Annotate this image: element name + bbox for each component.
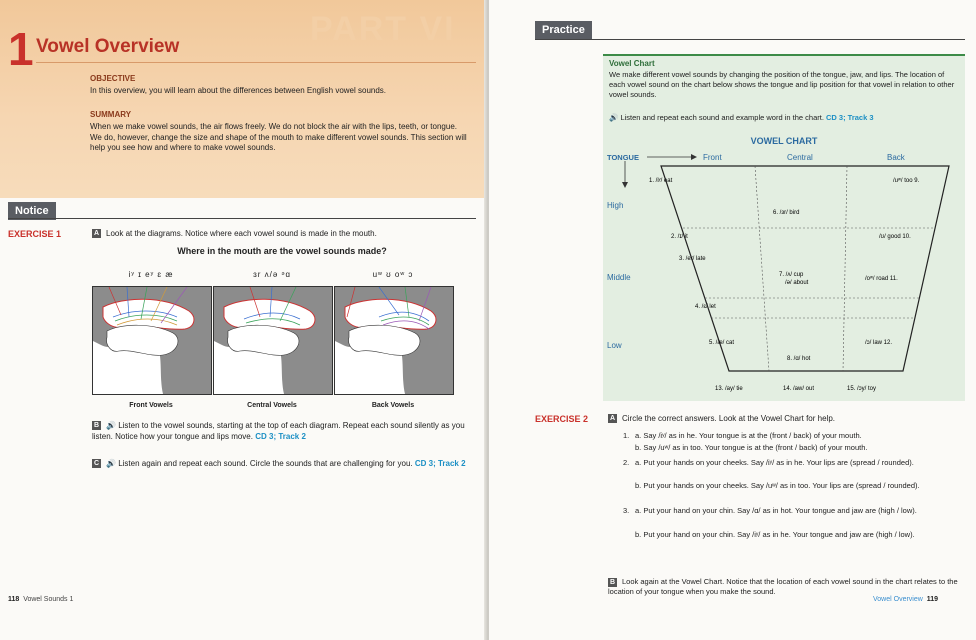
vowel-cell-10: /ʊ/ good 10. — [879, 234, 911, 240]
banner-ghost-text: PART VI — [310, 10, 456, 48]
exercise2-a-text: Circle the correct answers. Look at the Vowel Chart for help. — [622, 414, 835, 423]
exercise1-b-track: CD 3; Track 2 — [255, 431, 306, 441]
chapter-number: 1 — [8, 23, 34, 75]
listen-text: Listen and repeat each sound and example word in the chart. — [620, 113, 824, 122]
listen-track: CD 3; Track 3 — [826, 113, 874, 122]
vowel-cell-6: 6. /ɜr/ bird — [773, 210, 800, 216]
objective-text: In this overview, you will learn about the differences between English vowel sounds. — [90, 86, 387, 95]
vowel-cell-9: /uʷ/ too 9. — [893, 178, 920, 184]
exercise1-a-text: Look at the diagrams. Notice where each vowel sound is made in the mouth. — [106, 229, 377, 238]
vowel-cell-3: 3. /eʸ/ late — [679, 256, 706, 262]
left-footer — [8, 596, 73, 603]
back-vowels-diagram — [334, 270, 452, 400]
back-vowel-symbols: uʷ ʊ oʷ ɔ — [372, 270, 414, 279]
question-1b: b. Say /uʷ/ as in too. Your tongue is at the (front / back) of your mouth. — [635, 443, 868, 452]
part-a-badge: A — [609, 415, 616, 423]
central-vowels-label: Central Vowels — [247, 402, 297, 409]
vowel-cell-13: 13. /ay/ tie — [715, 386, 743, 392]
vowel-chart-panel — [603, 54, 965, 401]
vowel-cell-1: 1. /iʸ/ eat — [649, 178, 673, 184]
vowel-chart-title: VOWEL CHART — [750, 136, 818, 146]
mouth-illustration — [335, 287, 453, 394]
tongue-label: TONGUE — [607, 153, 639, 162]
part-b-badge: B — [93, 422, 100, 430]
exercise2-label: EXERCISE 2 — [535, 414, 589, 424]
question-2b: b. Put your hands on your cheeks. Say /uʷ/ as in too. Your lips are (spread / rounded). — [635, 481, 920, 490]
audio-icon[interactable]: 🔊 — [609, 113, 619, 122]
exercise2-b-text: Look again at the Vowel Chart. Notice that the location of each vowel sound in the chart relates to the location of your tongue when you make the sound. — [608, 577, 958, 596]
notice-divider — [8, 218, 476, 219]
part-b-badge: B — [609, 578, 616, 586]
central-vowel-symbols: ɜr ʌ/ə ᵊɑ — [253, 270, 291, 279]
right-footer — [873, 596, 938, 603]
part-a-badge: A — [93, 230, 100, 238]
left-footer-text: Vowel Sounds 1 — [23, 596, 74, 603]
col-front: Front — [703, 153, 722, 162]
vowel-cell-14: 14. /aw/ out — [783, 386, 815, 392]
exercise1-c-track: CD 3; Track 2 — [414, 459, 466, 468]
vowel-cell-11: /oʷ/ road 11. — [865, 276, 898, 282]
right-page — [489, 0, 976, 640]
row-high: High — [607, 201, 624, 210]
vowel-cell-15: 15. /ɔy/ toy — [847, 386, 877, 392]
front-vowels-label: Front Vowels — [129, 402, 173, 409]
vowel-chart-heading: Vowel Chart — [609, 59, 655, 68]
part-c-badge: C — [93, 460, 100, 468]
banner-divider — [36, 62, 476, 63]
practice-divider — [535, 39, 965, 40]
question-text: a. Put your hand on your chin. Say /ɑ/ as in hot. Your tongue and jaw are (high / low). — [635, 506, 917, 515]
question-number: 1. — [623, 431, 630, 440]
question-3a — [623, 506, 963, 516]
diagram-title: Where in the mouth are the vowel sounds made? — [177, 246, 387, 256]
vowel-cell-5: 5. /æ/ cat — [709, 340, 735, 346]
chapter-title: Vowel Overview — [36, 36, 180, 57]
summary-heading: SUMMARY — [90, 110, 132, 119]
right-page-number: 119 — [926, 596, 938, 603]
mouth-diagram-front — [92, 286, 212, 395]
exercise1-part-b — [92, 421, 472, 442]
question-text: a. Put your hands on your cheeks. Say /iʸ/ as in he. Your lips are (spread / rounded). — [635, 458, 914, 467]
col-central: Central — [787, 153, 813, 162]
vowel-cell-7b: /ə/ about — [785, 280, 809, 286]
exercise1-c-text: Listen again and repeat each sound. Circle the sounds that are challenging for you. — [118, 459, 413, 468]
vowel-cell-8: 8. /ɑ/ hot — [787, 356, 811, 362]
question-3b: b. Put your hand on your chin. Say /iʸ/ as in he. Your tongue and jaw are (high / low). — [635, 530, 915, 539]
back-vowels-label: Back Vowels — [371, 402, 415, 409]
exercise1-label: EXERCISE 1 — [8, 229, 62, 239]
left-page — [0, 0, 487, 640]
practice-tab: Practice — [535, 21, 592, 39]
mouth-illustration — [93, 287, 211, 394]
exercise1-part-c — [92, 459, 472, 470]
question-2a — [623, 458, 963, 468]
front-vowels-diagram — [92, 270, 210, 400]
central-vowels-diagram — [213, 270, 331, 400]
col-back: Back — [887, 153, 905, 162]
question-text: a. Say /iʸ/ as in he. Your tongue is at the (front / back) of your mouth. — [635, 431, 862, 440]
mouth-diagram-central — [213, 286, 333, 395]
row-low: Low — [607, 341, 622, 350]
audio-icon[interactable]: 🔊 — [106, 421, 116, 430]
notice-tab: Notice — [8, 202, 56, 220]
vowel-cell-12: /ɔ/ law 12. — [865, 340, 893, 346]
right-footer-text: Vowel Overview — [873, 596, 923, 603]
audio-icon[interactable]: 🔊 — [106, 459, 116, 468]
exercise2-part-b — [608, 577, 963, 597]
mouth-diagram-back — [334, 286, 454, 395]
question-number: 3. — [623, 506, 630, 515]
question-number: 2. — [623, 458, 630, 467]
exercise2-part-a — [608, 414, 835, 423]
exercise1-part-a — [92, 229, 377, 238]
front-vowel-symbols: iʸ ɪ eʸ ɛ æ — [128, 270, 174, 279]
vowel-chart-text: We make different vowel sounds by changing the position of the tongue, jaw, and lips. The location of each vowel sound on the chart below shows the tongue and lip position for that vowel in relation to other vowel sounds. — [609, 70, 955, 99]
vowel-cell-2: 2. /ɪ/ it — [671, 234, 688, 240]
objective-heading: OBJECTIVE — [90, 74, 136, 83]
left-page-number: 118 — [8, 596, 20, 603]
exercise1-b-text: Listen to the vowel sounds, starting at the top of each diagram. Repeat each sound silently as you listen. Notice how your tongue and lips move. — [92, 421, 465, 441]
summary-text: When we make vowel sounds, the air flows freely. We do not block the air with the lips, teeth, or tongue. We do, however, change the size and shape of the mouth to make different vowel sounds. This section will help you see how and where to make vowel sounds. — [90, 122, 467, 152]
vowel-cell-4: 4. /ɛ/ let — [695, 304, 716, 310]
mouth-illustration — [214, 287, 332, 394]
vowel-cell-7a: 7. /ʌ/ cup — [779, 272, 804, 278]
row-middle: Middle — [607, 273, 631, 282]
vowel-chart-diagram — [603, 148, 965, 401]
question-1a — [623, 431, 963, 441]
vowel-chart-listen — [609, 113, 874, 122]
